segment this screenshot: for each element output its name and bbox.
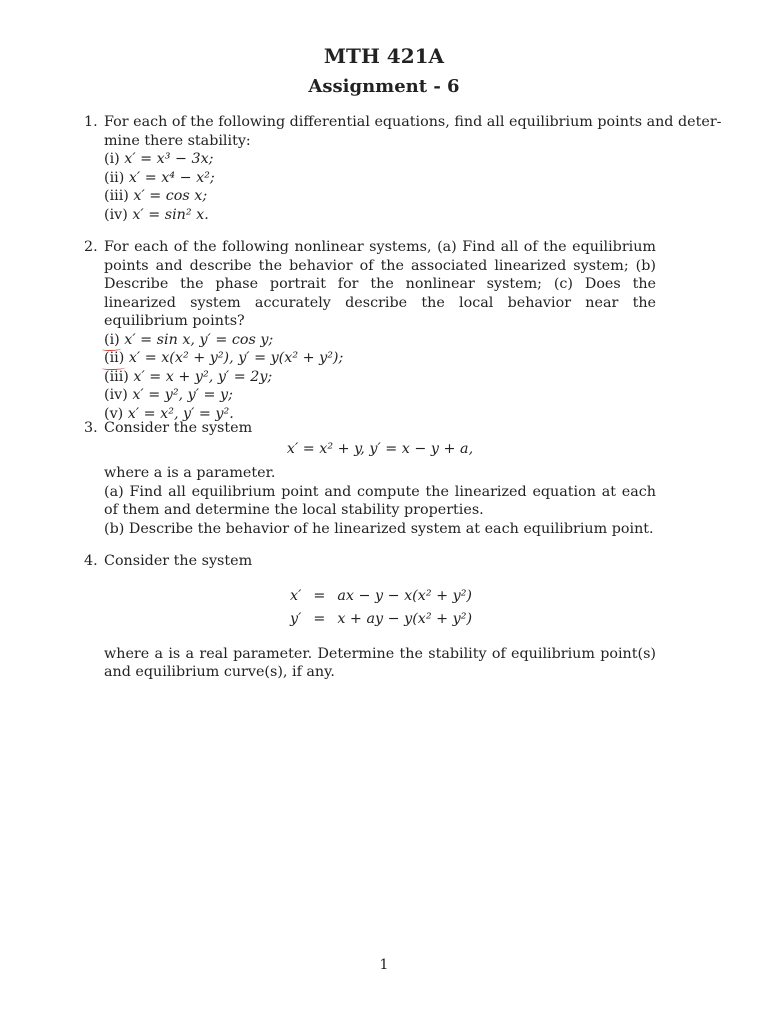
equation-item: (ii) x′ = x⁴ − x²; [104, 169, 215, 186]
parameter-note: where a is a parameter. [104, 465, 276, 481]
problem-number: 4. [84, 553, 98, 569]
equation-item: (iii) x′ = cos x; [104, 188, 208, 204]
handwritten-underline-mark: (i) [104, 331, 120, 348]
display-equation: x′ = x² + y, y′ = x − y + a, [286, 440, 474, 457]
course-title: MTH 421A [323, 44, 445, 68]
problem-intro: Consider the system [104, 420, 253, 436]
problem-intro: Consider the system [104, 553, 253, 569]
handwritten-underline-mark: (ii) [104, 350, 125, 366]
problem-3 [84, 419, 656, 538]
part-b-text: (b) Describe the behavior of he linearized system at each equilibrium point. [104, 520, 654, 537]
problem-intro: For each of the following differential equations, find all equilibrium points and deter- [104, 114, 722, 130]
page-number: 1 [379, 957, 389, 973]
equation-item: (iii) x′ = x + y², y′ = 2y; [104, 368, 273, 385]
problem-number: 1. [84, 114, 98, 130]
equation-item: (i) x′ = sin x, y′ = cos y; [104, 331, 274, 348]
equation-item: (ii) x′ = x(x² + y²), y′ = y(x² + y²); [104, 350, 344, 366]
problem-number: 2. [84, 239, 98, 255]
assignment-title: Assignment - 6 [308, 76, 460, 97]
equation-item: (i) x′ = x³ − 3x; [104, 151, 214, 167]
equation-row: y′ = x + ay − y(x² + y²) [290, 610, 473, 627]
equation-row: x′ = ax − y − x(x² + y²) [290, 587, 473, 604]
part-a-text: (a) Find all equilibrium point and compute the linearized equation at each of them and determine the local stability properties. [104, 483, 656, 518]
equation-item: (iv) x′ = sin² x. [104, 206, 209, 223]
problem-number: 3. [84, 420, 98, 436]
problem-intro: For each of the following nonlinear systems, (a) Find all of the equilibrium points and describe the behavior of the associated linearized system; (b) Describe the phase portrait for the nonlinear system; (c) Does the linearized system accurately describe the local behavior near the equilibrium points? [104, 239, 656, 329]
problem-2 [84, 238, 656, 423]
closing-text: where a is a real parameter. Determine the stability of equilibrium point(s) and equilibrium curve(s), if any. [104, 645, 656, 680]
equation-system [284, 585, 478, 631]
problem-1 [84, 113, 722, 224]
problem-intro-cont: mine there stability: [104, 132, 251, 149]
problem-4 [84, 552, 656, 682]
equation-item: (iv) x′ = y², y′ = y; [104, 387, 233, 403]
equation-item: (v) x′ = x², y′ = y². [104, 405, 234, 422]
